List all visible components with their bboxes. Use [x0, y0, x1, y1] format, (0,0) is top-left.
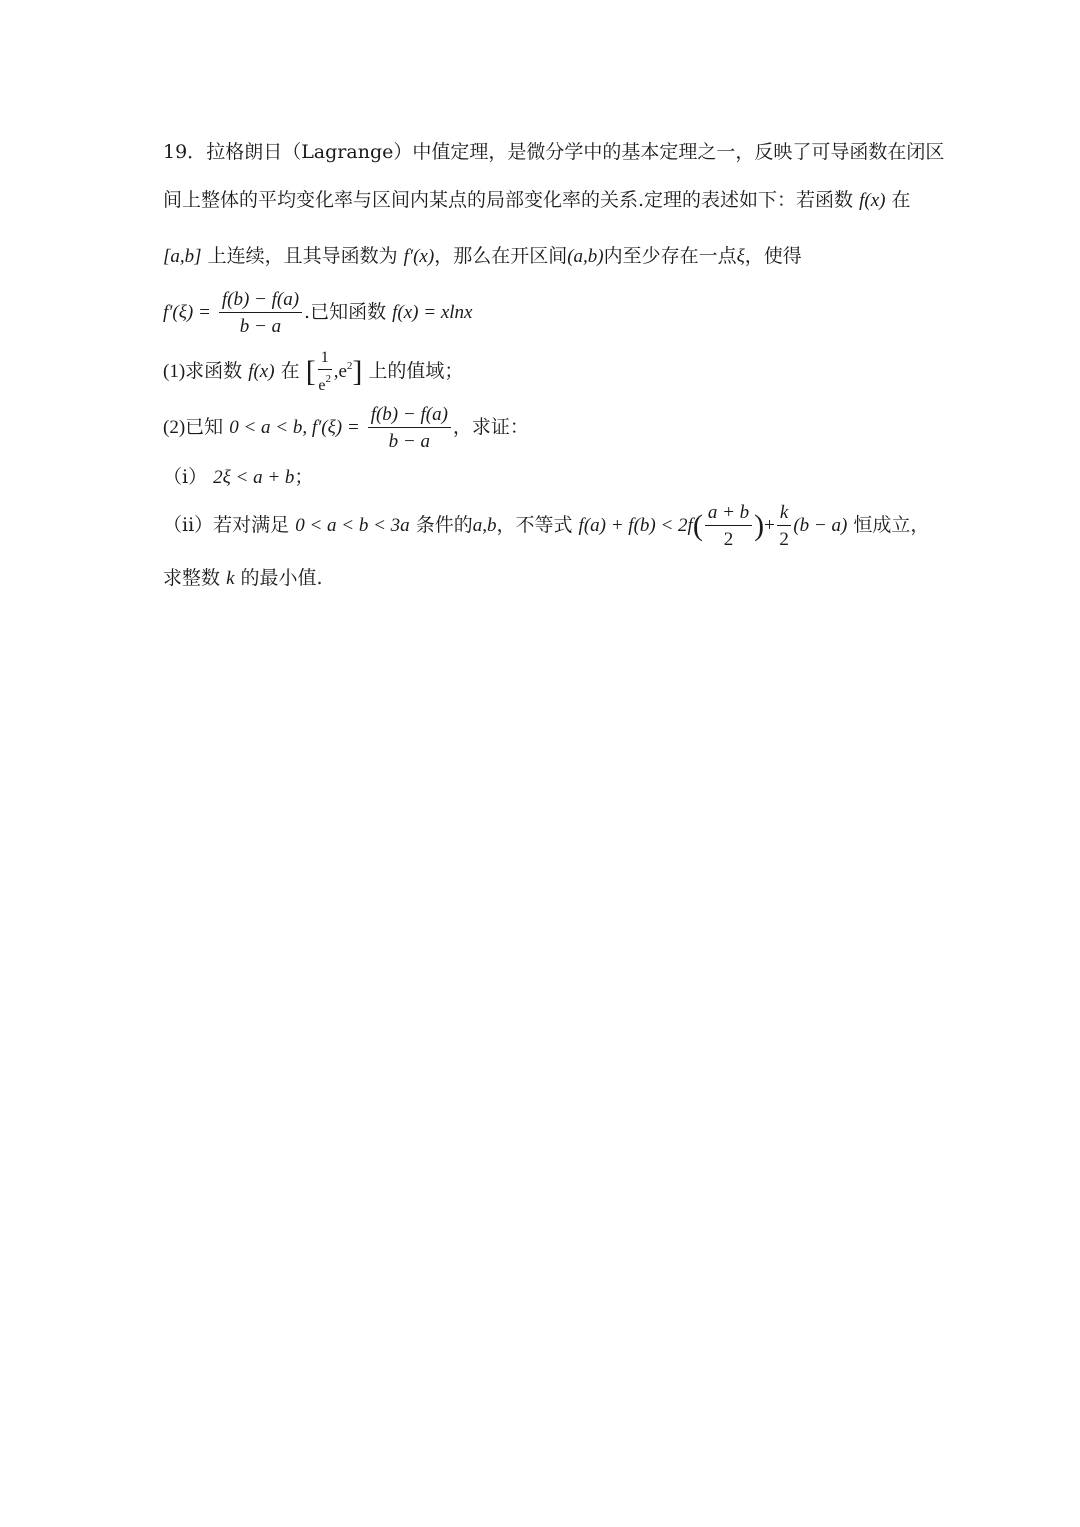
- given-function: f(x) = xlnx: [392, 302, 473, 323]
- part-1-line: [163, 350, 917, 394]
- sub-ii-condition: 0 < a < b < 3a: [295, 515, 410, 536]
- mvt-fraction: [219, 290, 302, 336]
- interval-separator: ,: [333, 361, 339, 382]
- part-2-denominator: b − a: [388, 431, 430, 452]
- part-2-fraction: [368, 405, 451, 451]
- mvt-numerator: f(b) − f(a): [219, 290, 302, 313]
- derivative-fx: f′(x): [403, 246, 435, 267]
- part-1-on: 在: [280, 360, 300, 382]
- part-1-fx: f(x): [248, 361, 275, 382]
- sub-ii-ineq-text: ，不等式: [496, 514, 573, 536]
- paren-right: ): [754, 509, 765, 542]
- function-fx: f(x): [859, 190, 886, 211]
- integer-k: k: [226, 568, 235, 589]
- mvt-lhs: f′(ξ) =: [163, 302, 211, 323]
- intro-text-3a: 上连续，且其导函数为: [207, 245, 398, 267]
- problem-intro-line-1: [163, 141, 945, 163]
- final-text-a: 求整数: [163, 567, 221, 589]
- interval-left-denominator: $e^2$: [318, 373, 331, 394]
- sub-ii-fraction-k: [777, 503, 791, 549]
- intro-text-3c: 内至少存在一点: [603, 245, 737, 267]
- intro-text-3d: ，使得: [744, 245, 802, 267]
- interval-right: e: [338, 361, 347, 382]
- part-2-tail: ，求证：: [452, 416, 529, 438]
- problem-number: 19．: [163, 141, 207, 163]
- sub-ii-tail: 恒成立，: [853, 514, 930, 536]
- right-bracket: ]: [352, 355, 363, 388]
- fraction-k-denominator: 2: [779, 529, 789, 550]
- sub-i-expression: 2ξ < a + b: [213, 467, 295, 488]
- sub-ii-fraction-ab: [705, 503, 752, 549]
- intro-text-2b: 在: [891, 189, 911, 211]
- sub-ii-label: （ii）若对满足: [163, 514, 290, 536]
- mvt-denominator: b − a: [239, 316, 282, 337]
- fraction-k-numerator: k: [777, 503, 791, 526]
- open-interval: (a,b): [567, 246, 604, 267]
- sub-i-label: （i）: [163, 466, 208, 488]
- fraction-ab-numerator: a + b: [705, 503, 752, 526]
- problem-intro-line-2: [163, 191, 917, 210]
- intro-text-1: 拉格朗日（Lagrange）中值定理，是微分学中的基本定理之一，反映了可导函数在闭区: [206, 141, 945, 163]
- given-text: .已知函数: [304, 301, 387, 323]
- sub-ii-plus: +: [764, 515, 775, 536]
- xi-symbol: ξ: [736, 246, 745, 267]
- sub-i-tail: ；: [294, 466, 314, 488]
- part-1-tail: 上的值域；: [368, 360, 464, 382]
- intro-text-3b: ，那么在开区间: [434, 245, 568, 267]
- part-2-numerator: f(b) − f(a): [368, 405, 451, 428]
- part-2-label: (2)已知: [163, 417, 224, 438]
- problem-intro-line-3: [163, 247, 917, 266]
- intro-text-2: 间上整体的平均变化率与区间内某点的局部变化率的关系.定理的表述如下：若函数: [163, 189, 854, 211]
- fraction-ab-denominator: 2: [723, 529, 734, 550]
- mvt-formula-line: [163, 290, 917, 336]
- left-bracket: [: [305, 355, 316, 388]
- sub-ii-mid: 条件的: [415, 514, 473, 536]
- part-2-line: [163, 405, 917, 451]
- sub-ii-line: [163, 502, 930, 550]
- closed-interval: [a,b]: [163, 246, 202, 267]
- part-1-label: (1)求函数: [163, 361, 243, 382]
- sub-ii-final-line: [163, 569, 917, 588]
- sub-i-line: [163, 468, 917, 487]
- sub-ii-lhs: f(a) + f(b) < 2f: [578, 515, 693, 536]
- sub-ii-factor: (b − a): [793, 515, 848, 536]
- interval-left-numerator: 1: [318, 350, 332, 370]
- interval-left-fraction: [318, 350, 332, 394]
- part-2-condition: 0 < a < b, f′(ξ) =: [229, 417, 360, 438]
- paren-left: (: [692, 509, 703, 542]
- sub-ii-ab: a,b: [472, 515, 497, 536]
- exponent-left: 2: [325, 373, 331, 385]
- exponent-right: 2: [346, 360, 353, 372]
- final-text-b: 的最小值.: [240, 567, 323, 589]
